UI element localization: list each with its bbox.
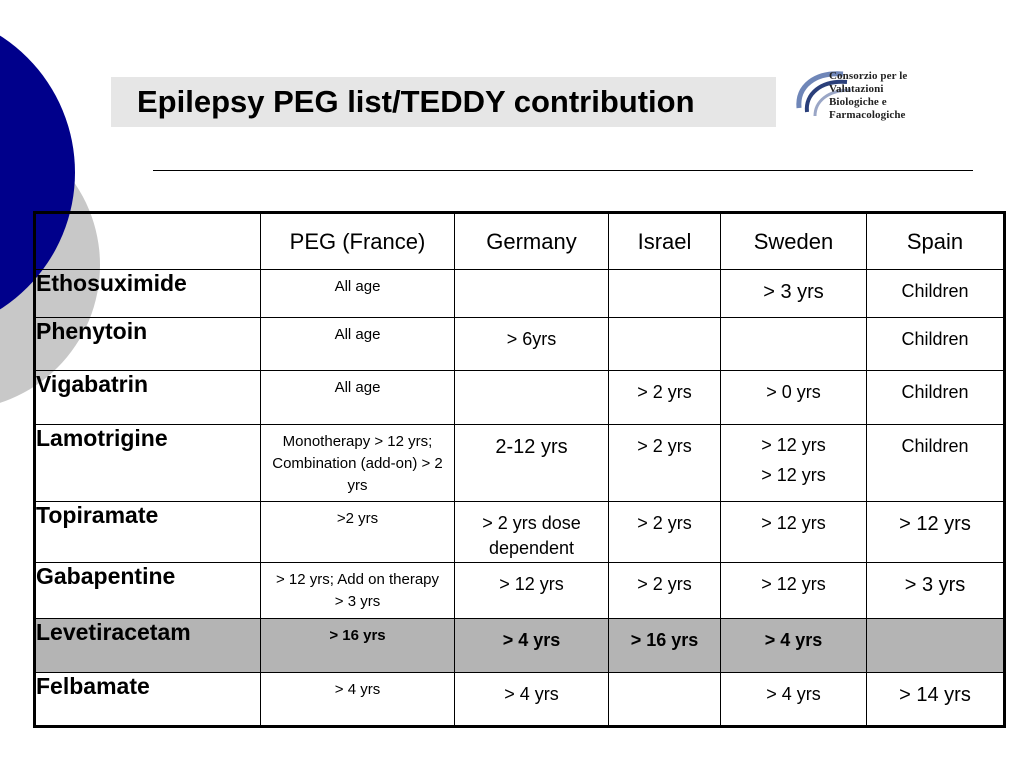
table-cell [261,619,455,673]
cell-text: > 2 yrs [637,513,692,533]
table-cell [867,673,1005,727]
table-cell [455,371,609,425]
organization-logo [793,68,940,136]
logo-line: Biologiche e [829,96,887,108]
cell-text: > 4 yrs [504,684,559,704]
cell-text: > 12 yrs [761,435,826,455]
table-cell [609,270,721,318]
table-cell [721,318,867,371]
table-cell [455,318,609,371]
cell-text: > 12 yrs [761,574,826,594]
cell-text: > 14 yrs [899,684,971,706]
table-cell [609,425,721,502]
cell-text: > 4 yrs [766,684,821,704]
cell-text: > 12 yrs [899,513,971,535]
header-cell-empty [35,213,261,270]
drug-name: Ethosuximide [35,270,261,318]
drug-name: Levetiracetam [35,619,261,673]
cell-text [455,270,608,279]
cell-text: >2 yrs [336,510,379,527]
cell-text: All age [334,326,381,343]
cell-text: > 4 yrs [764,630,823,650]
cell-text: 2-12 yrs [495,436,568,458]
table-row [35,563,1005,619]
cell-text: All age [334,278,381,295]
table-cell [867,619,1005,673]
table-cell [261,270,455,318]
drug-name: Phenytoin [35,318,261,371]
cell-text: > 0 yrs [766,382,821,402]
table-row-highlighted [35,619,1005,673]
table-cell [455,673,609,727]
title-divider [153,170,973,171]
table-cell [261,425,455,502]
cell-text [867,619,1003,628]
table-cell [455,425,609,502]
table-cell [455,270,609,318]
table-header-row [35,213,1005,270]
table-cell [261,563,455,619]
table-cell [721,502,867,563]
cell-text: > 3 yrs [904,574,966,596]
logo-text [829,70,941,122]
drug-name: Gabapentine [35,563,261,619]
table-cell [721,425,867,502]
table-cell [867,318,1005,371]
table-cell [721,673,867,727]
cell-text: > 4 yrs [334,681,381,698]
table-cell [867,270,1005,318]
cell-text: > 12 yrs [761,513,826,533]
table-cell [455,619,609,673]
logo-line: Valutazioni [829,83,884,95]
cell-text [609,673,720,682]
table-cell [721,270,867,318]
table-cell [455,502,609,563]
cell-text: > 12 yrs [499,574,564,594]
drug-age-table [33,211,1006,728]
cell-text: Children [901,329,969,349]
table-row [35,502,1005,563]
table-cell [867,563,1005,619]
table-cell [867,502,1005,563]
cell-text: > 16 yrs [630,630,699,650]
table-cell [721,619,867,673]
cell-text: > 3 yrs [763,281,824,303]
table-cell [261,371,455,425]
table-cell [609,371,721,425]
title-box [111,77,776,127]
drug-name: Felbamate [35,673,261,727]
cell-text [609,270,720,279]
table-cell [867,425,1005,502]
cell-text: Children [901,382,969,402]
cell-text: > 2 yrs [637,436,692,456]
header-cell-germany: Germany [455,213,609,270]
table-row [35,425,1005,502]
logo-line: Consorzio per le [829,70,908,82]
logo-line: Farmacologiche [829,109,906,121]
cell-text: > 2 yrs dose dependent [482,513,581,558]
cell-text: All age [334,379,381,396]
cell-text: Children [901,436,969,456]
table-cell [261,318,455,371]
table-row [35,371,1005,425]
table-cell [609,563,721,619]
table-cell [609,619,721,673]
table-row [35,270,1005,318]
cell-text: Monotherapy > 12 yrs; Combination (add-on) > 2 yrs [272,433,443,494]
cell-text: Children [901,281,969,301]
table-cell [609,318,721,371]
table-cell [721,563,867,619]
table-cell [261,502,455,563]
table-cell [455,563,609,619]
table-cell [867,371,1005,425]
cell-text [609,318,720,327]
table-cell [609,502,721,563]
table-cell [721,371,867,425]
cell-text: > 12 yrs; Add on therapy > 3 yrs [275,571,440,610]
drug-name: Vigabatrin [35,371,261,425]
header-cell-spain: Spain [867,213,1005,270]
header-cell-sweden: Sweden [721,213,867,270]
cell-text: > 2 yrs [637,574,692,594]
cell-text: > 4 yrs [502,630,561,650]
cell-text: > 6yrs [506,329,557,349]
drug-name: Topiramate [35,502,261,563]
table-cell [609,673,721,727]
cell-text [721,318,866,327]
drug-name: Lamotrigine [35,425,261,502]
cell-text: > 12 yrs [761,465,826,485]
table-row [35,673,1005,727]
header-cell-israel: Israel [609,213,721,270]
cell-text [455,371,608,380]
table-row [35,318,1005,371]
cell-text: > 16 yrs [329,627,386,644]
cell-text: > 2 yrs [637,382,692,402]
slide-title: Epilepsy PEG list/TEDDY contribution [137,84,695,119]
header-cell-peg-france: PEG (France) [261,213,455,270]
table-cell [261,673,455,727]
